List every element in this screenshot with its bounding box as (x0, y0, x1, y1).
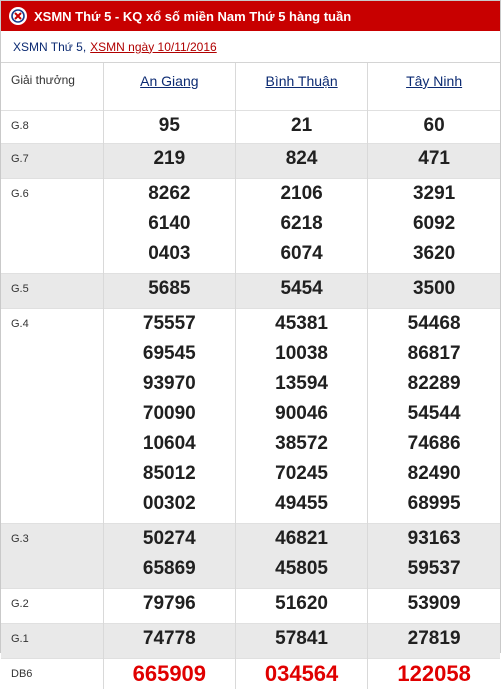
result-number: 0403 (148, 242, 191, 264)
result-number: 57841 (275, 627, 328, 649)
result-number: 65869 (142, 557, 196, 579)
result-number: 46821 (275, 527, 328, 549)
table-row (1, 308, 500, 523)
result-cell (368, 588, 500, 623)
result-number: 75557 (142, 312, 196, 334)
province-link-tay-ninh[interactable]: Tây Ninh (406, 73, 463, 89)
result-cell (235, 588, 367, 623)
result-number: 93163 (407, 527, 461, 549)
result-cell (368, 523, 500, 588)
prize-label: G.8 (1, 110, 103, 143)
result-number: 10038 (275, 342, 328, 364)
result-number: 5685 (148, 277, 191, 299)
result-number: 74686 (407, 432, 461, 454)
table-row (1, 588, 500, 623)
prize-label: G.7 (1, 143, 103, 178)
result-number: 45381 (275, 312, 328, 334)
result-cell (235, 523, 367, 588)
result-cell (235, 110, 367, 143)
result-number: 5454 (280, 277, 323, 299)
result-cell (368, 110, 500, 143)
result-number: 3500 (412, 277, 456, 299)
result-number: 3620 (412, 242, 456, 264)
result-number: 54468 (407, 312, 461, 334)
table-row (1, 658, 500, 689)
result-number: 13594 (275, 372, 328, 394)
result-number: 21 (291, 114, 313, 136)
result-cell (103, 273, 235, 308)
result-number: 3291 (412, 182, 456, 204)
result-number: 82289 (407, 372, 461, 394)
result-number: 219 (153, 147, 186, 169)
result-number: 51620 (275, 592, 328, 614)
result-cell (368, 658, 500, 689)
result-number: 6092 (412, 212, 456, 234)
province-link-binh-thuan[interactable]: Bình Thuận (265, 73, 338, 89)
result-number: 70245 (275, 462, 328, 484)
prize-label: G.2 (1, 588, 103, 623)
result-cell (235, 623, 367, 658)
province-link-an-giang[interactable]: An Giang (140, 73, 199, 89)
results-table (1, 63, 500, 689)
result-number: 8262 (148, 182, 191, 204)
prize-label: G.3 (1, 523, 103, 588)
special-prize-number: 665909 (132, 660, 207, 686)
result-cell (235, 658, 367, 689)
result-number: 6140 (148, 212, 191, 234)
result-number: 90046 (275, 402, 328, 424)
result-cell (368, 308, 500, 523)
result-number: 60 (423, 114, 445, 136)
result-number: 471 (418, 147, 450, 169)
prize-label: G.6 (1, 178, 103, 273)
result-number: 69545 (142, 342, 196, 364)
special-prize-number: 122058 (397, 660, 471, 686)
result-number: 54544 (407, 402, 461, 424)
prize-label: G.4 (1, 308, 103, 523)
result-number: 6074 (280, 242, 323, 264)
result-number: 10604 (142, 432, 196, 454)
result-cell (103, 623, 235, 658)
result-number: 74778 (142, 627, 196, 649)
province-column-header (103, 63, 235, 110)
result-number: 27819 (407, 627, 461, 649)
result-number: 6218 (280, 212, 323, 234)
panel-title: XSMN Thứ 5 - KQ xổ số miền Nam Thứ 5 hàng tuần (34, 8, 352, 24)
prize-label: G.5 (1, 273, 103, 308)
table-row (1, 110, 500, 143)
result-number: 86817 (407, 342, 461, 364)
result-cell (103, 308, 235, 523)
prize-column-header: Giải thưởng (1, 63, 103, 110)
result-cell (368, 623, 500, 658)
table-row (1, 623, 500, 658)
table-row (1, 143, 500, 178)
prize-label: DB6 (1, 658, 103, 689)
result-cell (235, 178, 367, 273)
result-cell (103, 110, 235, 143)
result-number: 68995 (407, 492, 461, 514)
result-number: 70090 (142, 402, 196, 424)
result-number: 38572 (275, 432, 328, 454)
result-number: 50274 (142, 527, 196, 549)
result-cell (235, 308, 367, 523)
result-cell (103, 658, 235, 689)
result-number: 79796 (142, 592, 196, 614)
table-row (1, 273, 500, 308)
result-cell (103, 143, 235, 178)
table-header-row (1, 63, 500, 110)
breadcrumb-prefix: XSMN Thứ 5, (13, 39, 87, 54)
breadcrumb (1, 31, 500, 63)
result-cell (103, 523, 235, 588)
result-cell (368, 178, 500, 273)
table-row (1, 523, 500, 588)
breadcrumb-date-link[interactable]: XSMN ngày 10/11/2016 (90, 39, 217, 54)
result-cell (368, 143, 500, 178)
lottery-logo-icon (9, 7, 27, 25)
special-prize-number: 034564 (264, 660, 339, 686)
result-cell (103, 588, 235, 623)
table-row (1, 178, 500, 273)
panel-header (1, 1, 500, 31)
result-number: 59537 (407, 557, 461, 579)
result-number: 49455 (275, 492, 328, 514)
result-cell (103, 178, 235, 273)
result-number: 45805 (275, 557, 328, 579)
prize-label: G.1 (1, 623, 103, 658)
result-cell (235, 143, 367, 178)
result-number: 824 (285, 147, 318, 169)
result-number: 93970 (142, 372, 196, 394)
province-column-header (368, 63, 500, 110)
province-column-header (235, 63, 367, 110)
result-number: 53909 (407, 592, 461, 614)
result-number: 2106 (280, 182, 323, 204)
result-cell (368, 273, 500, 308)
result-number: 82490 (407, 462, 461, 484)
result-number: 00302 (142, 492, 196, 514)
results-body (1, 110, 500, 689)
result-cell (235, 273, 367, 308)
result-number: 95 (158, 114, 180, 136)
result-number: 85012 (142, 462, 196, 484)
